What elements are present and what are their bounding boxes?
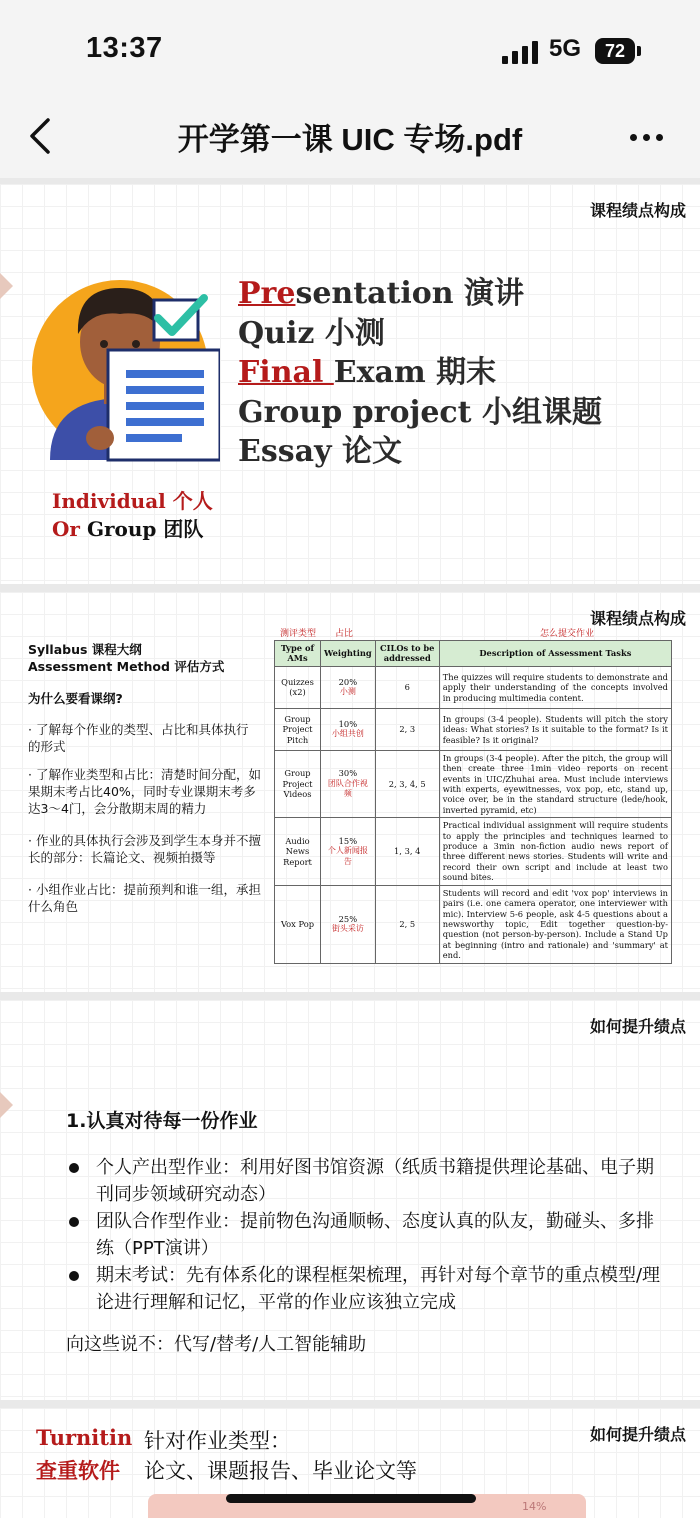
- list-item: 团队合作型作业：提前物色沟通顺畅、态度认真的队友，勤碰头、多排练（PPT演讲）: [66, 1208, 666, 1262]
- status-time: 13:37: [86, 32, 163, 64]
- syllabus-bullet-1: · 了解每个作业的类型、占比和具体执行的形式: [28, 722, 249, 754]
- list-item: 个人产出型作业：利用好图书馆资源（纸质书籍提供理论基础、电子期刊同步领域研究动态）: [66, 1154, 666, 1208]
- back-button[interactable]: [22, 114, 62, 158]
- table-row: Group Project Videos 30% 团队合作视频 2, 3, 4, 5 In groups (3-4 people). After the pitch, the group will then create three 1min video reports on recent events in UIC/Zhuhai area. Must include interviews with experts, eyewitnesses, vox pop, etc, stand up, voice over, be in the standard structure (lede/hook, inverted pyramid, etc): [275, 750, 672, 817]
- slide-2-tag: 课程绩点构成: [589, 609, 686, 628]
- syllabus-bullet-4: · 小组作业占比：提前预判和谁一组，承担什么角色: [28, 882, 261, 914]
- individual-label: Individual 个人: [52, 489, 213, 513]
- network-type: 5G: [549, 35, 582, 62]
- table-header: Description of Assessment Tasks: [439, 641, 671, 667]
- annotation-how: 怎么提交作业: [540, 629, 595, 639]
- zoom-level: 14%: [522, 1500, 547, 1513]
- table-header: Weighting: [321, 641, 376, 667]
- slide-tab-arrow: [0, 1092, 13, 1118]
- home-indicator[interactable]: [226, 1494, 476, 1503]
- slide-4-tag: 如何提升绩点: [589, 1425, 686, 1444]
- slide-3-tag: 如何提升绩点: [589, 1017, 686, 1036]
- syllabus-bullet-3: · 作业的具体执行会涉及到学生本身并不擅长的部分：长篇论文、视频拍摄等: [28, 833, 261, 865]
- slide-1-line-1: Presentation 演讲: [238, 276, 525, 311]
- syllabus-title: Syllabus 课程大纲 Assessment Method 评估方式: [28, 642, 225, 674]
- list-item: 期末考试：先有体系化的课程框架梳理，再针对每个章节的重点模型/理论进行理解和记忆，平常的作业应该独立完成: [66, 1262, 666, 1316]
- signal-icon: [502, 40, 538, 64]
- slide-1-line-4: Group project 小组课题: [238, 395, 602, 430]
- slide-1-tag: 课程绩点构成: [589, 201, 686, 220]
- tips-list: [66, 1154, 666, 1316]
- slide-1-line-2: Quiz 小测: [238, 316, 385, 351]
- slide-tab-arrow: [0, 273, 13, 299]
- assessment-table: [274, 640, 672, 964]
- status-bar: [0, 0, 700, 100]
- turnitin-brand-cn: 查重软件: [36, 1459, 120, 1483]
- slide-1-line-3: Final Exam 期末: [238, 355, 497, 390]
- chevron-left-icon: [22, 114, 62, 158]
- slide-3-footer: 向这些说不：代写/替考/人工智能辅助: [66, 1334, 367, 1355]
- table-header: Type of AMs: [275, 641, 321, 667]
- table-row: Quizzes (x2) 20% 小测 6 The quizzes will require students to demonstrate and apply their understanding of the concepts involved in producing multimedia content.: [275, 666, 672, 708]
- table-row: Audio News Report 15% 个人新闻报告 1, 3, 4 Practical individual assignment will require students to apply the principles and techniques learned to produce a 3min non-fiction audio news report of three different news stories. Students will write and record their own script and include at least two sound bites.: [275, 818, 672, 885]
- slide-1-line-5: Essay 论文: [238, 434, 402, 469]
- battery-tip: [637, 46, 641, 56]
- annotation-weight: 占比: [335, 629, 354, 639]
- battery-icon: 72: [595, 38, 635, 64]
- table-header: CILOs to be addressed: [375, 641, 439, 667]
- syllabus-bullet-2: · 了解作业类型和占比：清楚时间分配，如果期末考占比40%，同时专业课期末考多达3～4门，会分散期末周的精力: [28, 767, 261, 816]
- table-header-row: [275, 641, 672, 667]
- table-row: Group Project Pitch 10% 小组共创 2, 3 In groups (3-4 people). Students will pitch the story ideas: What stories? Is it suitable to the format? Is it feasible? Is it original?: [275, 708, 672, 750]
- slide-4-line-2: 论文、课题报告、毕业论文等: [144, 1459, 417, 1483]
- document-title: 开学第一课 UIC 专场.pdf: [177, 122, 523, 157]
- slide-4-line-1: 针对作业类型：: [144, 1429, 291, 1453]
- annotation-type: 测评类型: [280, 629, 317, 639]
- more-button[interactable]: [626, 122, 666, 152]
- syllabus-question: 为什么要看课纲?: [28, 691, 123, 706]
- nav-bar: [0, 100, 700, 178]
- slide-3-heading: 1.认真对待每一份作业: [66, 1110, 258, 1132]
- student-with-document-icon: [30, 270, 220, 470]
- table-row: Vox Pop 25% 街头采访 2, 5 Students will record and edit 'vox pop' interviews in pairs (i.e. one camera operator, one interviewer with mic). Interview 5-6 people, ask 4-5 questions about a newsworthy topic, Edit together question-by-question (not person-by-person). Include a Stand Up at beginning (intro and rationale) and 'summary' at end.: [275, 885, 672, 963]
- turnitin-brand: Turnitin: [36, 1425, 133, 1450]
- group-label: Or Group 团队: [52, 517, 204, 541]
